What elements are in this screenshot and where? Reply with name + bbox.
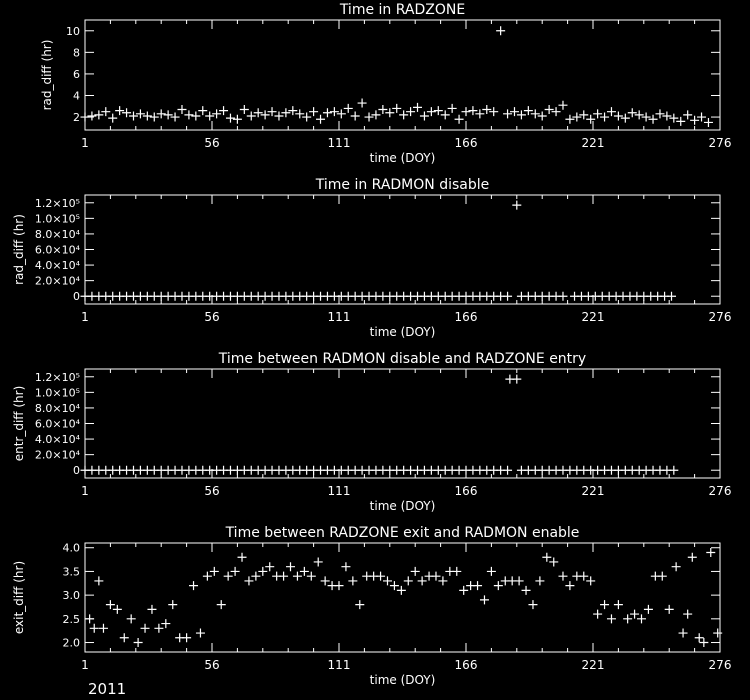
data-point [258, 567, 267, 576]
data-point [115, 106, 124, 115]
y-tick-label: 8.0×10⁴ [34, 401, 80, 415]
data-point [630, 610, 639, 619]
data-point [265, 562, 274, 571]
data-point [300, 567, 309, 576]
y-tick-label: 2 [73, 111, 80, 125]
data-point [383, 576, 392, 585]
data-point [628, 108, 637, 117]
y-tick-label: 1.0×10⁵ [34, 212, 80, 226]
x-tick-label: 166 [454, 310, 478, 324]
x-tick-label: 111 [327, 310, 351, 324]
data-point [538, 111, 547, 120]
data-point [434, 106, 443, 115]
y-tick-label: 8 [73, 46, 80, 60]
data-point [642, 113, 651, 122]
data-point [94, 576, 103, 585]
data-point [224, 572, 233, 581]
data-point [452, 567, 461, 576]
data-point [713, 629, 722, 638]
data-point [503, 466, 512, 475]
data-point [420, 111, 429, 120]
data-point [147, 605, 156, 614]
x-tick-label: 221 [581, 484, 605, 498]
x-tick-label: 276 [708, 658, 732, 672]
data-point [323, 108, 332, 117]
y-tick-label: 4 [73, 89, 80, 103]
data-point [233, 115, 242, 124]
data-point [307, 572, 316, 581]
x-tick-label: 276 [708, 310, 732, 324]
data-point [593, 610, 602, 619]
data-point [621, 114, 630, 123]
y-tick-label: 2.0 [62, 636, 80, 650]
data-point [704, 118, 713, 127]
data-point [512, 201, 521, 210]
data-point [161, 619, 170, 628]
data-point [182, 633, 191, 642]
data-point [113, 605, 122, 614]
data-point [489, 107, 498, 116]
data-point [522, 586, 531, 595]
data-point [662, 111, 671, 120]
data-point [108, 114, 117, 123]
y-tick-label: 6 [73, 67, 80, 81]
data-point [441, 110, 450, 119]
data-point [244, 576, 253, 585]
data-point [614, 600, 623, 609]
data-point [90, 624, 99, 633]
data-point [286, 562, 295, 571]
data-point [189, 581, 198, 590]
x-axis-label: time (DOY) [369, 673, 436, 687]
data-point [427, 107, 436, 116]
data-point [355, 600, 364, 609]
data-point [688, 553, 697, 562]
y-axis-label: rad_diff (hr) [40, 39, 54, 111]
data-point [127, 614, 136, 623]
data-point [672, 562, 681, 571]
data-point [579, 110, 588, 119]
plot-frame [85, 369, 720, 478]
data-point [607, 614, 616, 623]
data-point [649, 115, 658, 124]
data-point [81, 113, 90, 122]
y-tick-label: 10 [66, 24, 80, 38]
data-point [351, 111, 360, 120]
y-axis-label: exit_diff (hr) [12, 560, 26, 635]
data-point [448, 104, 457, 113]
data-point [365, 113, 374, 122]
data-point [136, 109, 145, 118]
x-tick-label: 166 [454, 136, 478, 150]
data-point [371, 110, 380, 119]
x-axis-label: time (DOY) [369, 499, 436, 513]
data-point [459, 586, 468, 595]
data-point [168, 600, 177, 609]
data-point [413, 103, 422, 112]
data-point [669, 466, 678, 475]
chart-title: Time in RADZONE [339, 2, 466, 18]
x-tick-label: 111 [327, 484, 351, 498]
y-tick-label: 4.0 [62, 541, 80, 555]
data-point [251, 572, 260, 581]
x-tick-label: 276 [708, 136, 732, 150]
x-tick-label: 166 [454, 658, 478, 672]
y-tick-label: 8.0×10⁴ [34, 227, 80, 241]
data-point [586, 115, 595, 124]
data-point [106, 600, 115, 609]
data-point [196, 629, 205, 638]
x-tick-label: 221 [581, 136, 605, 150]
data-point [337, 109, 346, 118]
data-point [392, 104, 401, 113]
data-point [706, 548, 715, 557]
x-tick-label: 1 [81, 484, 89, 498]
y-tick-label: 1.2×10⁵ [34, 196, 80, 210]
data-point [397, 586, 406, 595]
year-label: 2011 [88, 680, 127, 698]
data-point [512, 375, 521, 384]
data-point [473, 581, 482, 590]
data-point [607, 107, 616, 116]
data-point [191, 111, 200, 120]
data-point [614, 111, 623, 120]
data-point [503, 109, 512, 118]
data-point [134, 638, 143, 647]
y-tick-label: 3.5 [62, 565, 80, 579]
data-point [171, 113, 180, 122]
x-tick-label: 56 [204, 484, 220, 498]
x-tick-label: 276 [708, 484, 732, 498]
y-tick-label: 0 [73, 290, 80, 304]
y-tick-label: 2.5 [62, 612, 80, 626]
data-point [496, 26, 505, 35]
chart-panel-3 [12, 351, 731, 513]
data-point [655, 109, 664, 118]
y-tick-label: 1.0×10⁵ [34, 386, 80, 400]
data-point [565, 115, 574, 124]
x-tick-label: 1 [81, 658, 89, 672]
y-tick-label: 4.0×10⁴ [34, 433, 80, 447]
data-point [558, 292, 567, 301]
y-tick-label: 6.0×10⁴ [34, 243, 80, 257]
data-point [210, 567, 219, 576]
data-point [279, 572, 288, 581]
data-point [695, 633, 704, 642]
data-point [572, 113, 581, 122]
data-point [348, 576, 357, 585]
data-point [226, 114, 235, 123]
y-tick-label: 0 [73, 464, 80, 478]
data-point [293, 572, 302, 581]
data-point [515, 576, 524, 585]
data-point [535, 576, 544, 585]
y-tick-label: 2.0×10⁴ [34, 274, 80, 288]
data-point [120, 633, 129, 642]
y-axis-label: entr_diff (hr) [12, 385, 26, 462]
y-axis-label: rad_diff (hr) [12, 214, 26, 285]
data-point [164, 110, 173, 119]
x-tick-label: 111 [327, 658, 351, 672]
data-point [558, 101, 567, 110]
data-point [177, 105, 186, 114]
data-point [184, 110, 193, 119]
data-point [637, 614, 646, 623]
chart-panel-2 [12, 177, 731, 339]
x-tick-label: 221 [581, 310, 605, 324]
data-point [143, 111, 152, 120]
data-point [565, 581, 574, 590]
x-tick-label: 1 [81, 136, 89, 150]
data-point [344, 104, 353, 113]
data-point [154, 624, 163, 633]
data-point [542, 553, 551, 562]
data-point [579, 572, 588, 581]
data-point [231, 567, 240, 576]
data-point [314, 557, 323, 566]
data-point [316, 115, 325, 124]
data-point [667, 292, 676, 301]
y-tick-label: 2.0×10⁴ [34, 448, 80, 462]
data-point [683, 610, 692, 619]
data-point [341, 562, 350, 571]
data-point [487, 567, 496, 576]
chart-title: Time in RADMON disable [315, 177, 490, 193]
data-point [586, 576, 595, 585]
data-point [623, 614, 632, 623]
data-point [549, 557, 558, 566]
x-tick-label: 56 [204, 310, 220, 324]
data-point [600, 600, 609, 609]
data-point [455, 115, 464, 124]
plot-frame [85, 20, 720, 130]
data-point [238, 553, 247, 562]
data-point [679, 629, 688, 638]
data-point [376, 572, 385, 581]
data-point [438, 576, 447, 585]
data-point [217, 600, 226, 609]
data-point [545, 105, 554, 114]
data-point [141, 624, 150, 633]
data-point [699, 638, 708, 647]
chart-title: Time between RADMON disable and RADZONE entry [218, 351, 587, 367]
data-point [309, 107, 318, 116]
data-point [494, 581, 503, 590]
y-tick-label: 4.0×10⁴ [34, 259, 80, 273]
data-point [431, 572, 440, 581]
data-point [87, 111, 96, 120]
data-point [644, 605, 653, 614]
data-point [240, 105, 249, 114]
data-point [404, 576, 413, 585]
data-point [358, 99, 367, 108]
chart-panel-1 [40, 2, 731, 165]
x-axis-label: time (DOY) [369, 325, 436, 339]
data-point [198, 106, 207, 115]
data-point [635, 110, 644, 119]
data-point [205, 111, 214, 120]
data-point [85, 614, 94, 623]
y-tick-label: 3.0 [62, 589, 80, 603]
data-point [558, 572, 567, 581]
y-tick-label: 1.2×10⁵ [34, 370, 80, 384]
x-tick-label: 166 [454, 484, 478, 498]
data-point [418, 576, 427, 585]
x-tick-label: 1 [81, 310, 89, 324]
x-tick-label: 221 [581, 658, 605, 672]
data-point [411, 567, 420, 576]
x-tick-label: 56 [204, 658, 220, 672]
data-point [321, 576, 330, 585]
y-tick-label: 6.0×10⁴ [34, 417, 80, 431]
chart-panel-4 [12, 525, 731, 687]
x-tick-label: 56 [204, 136, 220, 150]
plot-frame [85, 195, 720, 304]
data-point [480, 595, 489, 604]
data-point [503, 292, 512, 301]
data-point [203, 572, 212, 581]
data-point [658, 572, 667, 581]
x-tick-label: 111 [327, 136, 351, 150]
data-point [528, 600, 537, 609]
chart-title: Time between RADZONE exit and RADMON enable [225, 525, 580, 541]
data-point [330, 107, 339, 116]
data-point [683, 110, 692, 119]
x-axis-label: time (DOY) [369, 151, 436, 165]
data-point [335, 581, 344, 590]
data-point [390, 581, 399, 590]
data-point [99, 624, 108, 633]
data-point [552, 107, 561, 116]
data-point [482, 105, 491, 114]
data-point [462, 107, 471, 116]
data-point [665, 605, 674, 614]
